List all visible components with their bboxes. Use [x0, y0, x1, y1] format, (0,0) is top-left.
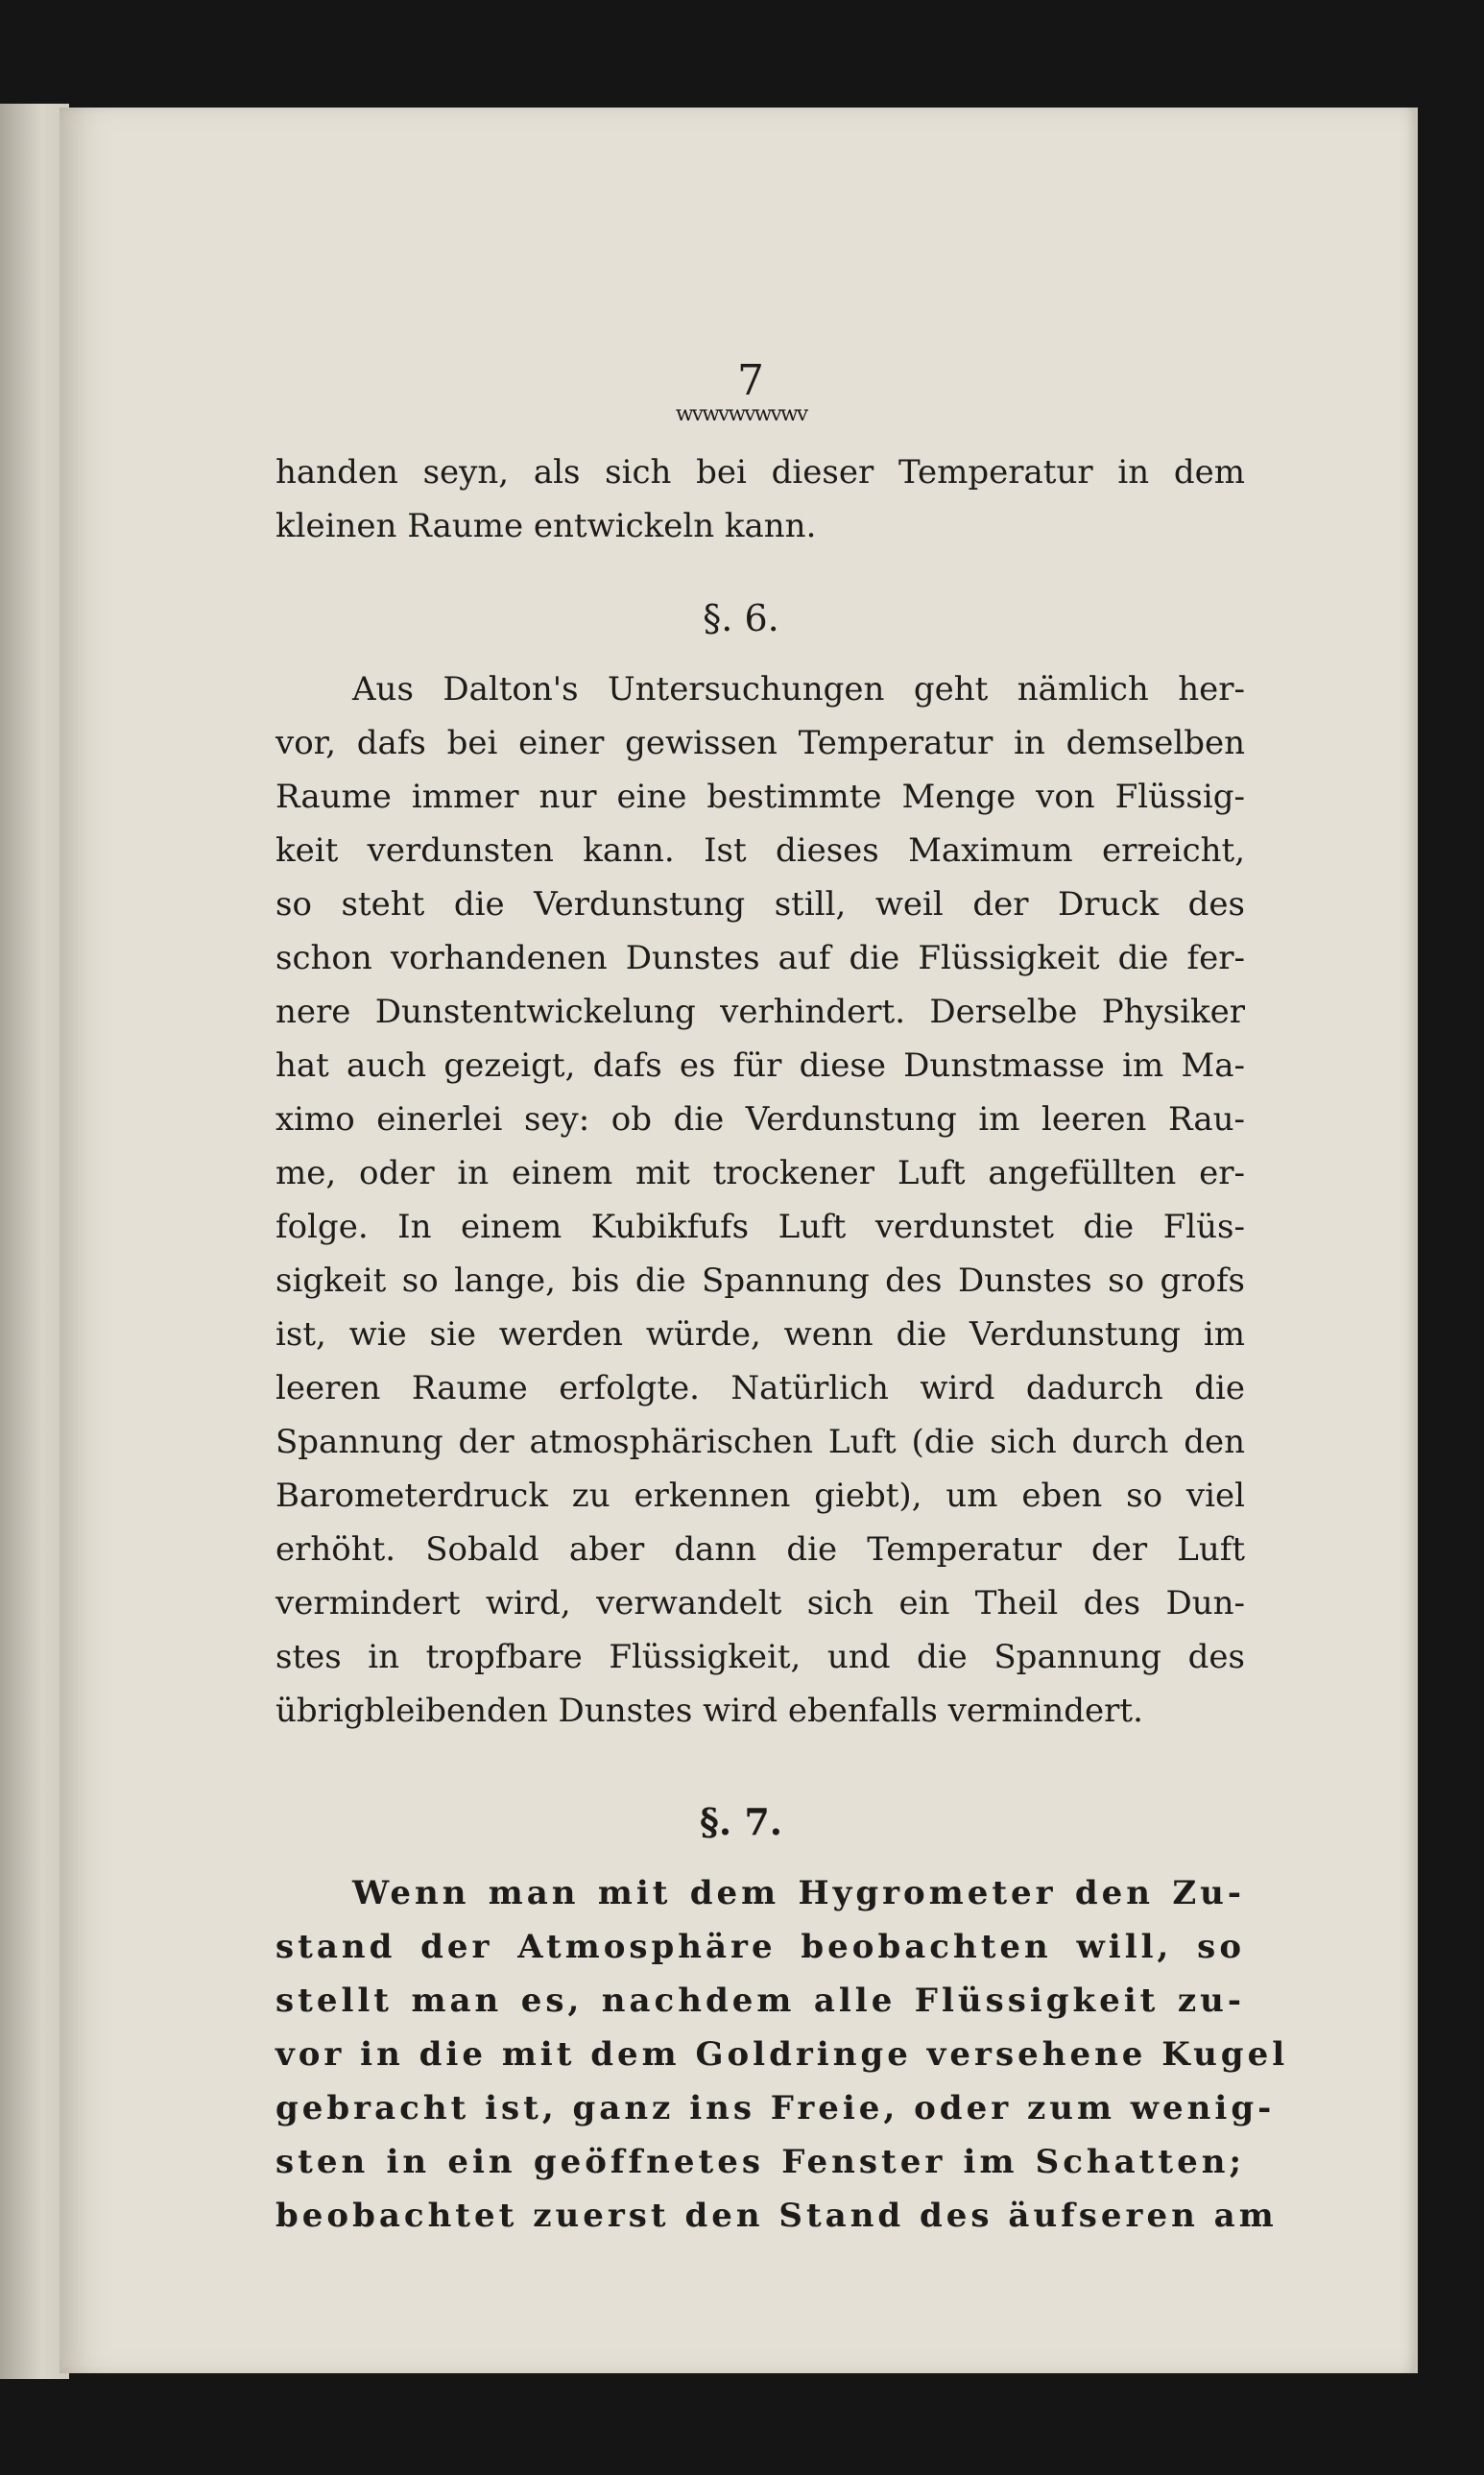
intro-paragraph	[275, 445, 1245, 553]
text-line: Raume immer nur eine bestimmte Menge von Flüssig-	[275, 778, 1245, 816]
text-line: vor in die mit dem Goldringe versehene Kugel	[275, 2035, 1289, 2074]
page-number: 7	[737, 356, 764, 405]
text-line: Wenn man mit dem Hygrometer den Zu-	[352, 1874, 1245, 1912]
text-line: vor, dafs bei einer gewissen Temperatur in demselben	[275, 724, 1245, 762]
text-line: stand der Atmosphäre beobachten will, so	[275, 1928, 1245, 1966]
text-line: folge. In einem Kubikfufs Luft verdunstet die Flüs-	[275, 1208, 1245, 1246]
text-line: stellt man es, nachdem alle Flüssigkeit zu-	[275, 1982, 1245, 2020]
text-line: so steht die Verdunstung still, weil der Druck des	[275, 885, 1245, 924]
section-6-paragraph	[275, 662, 1245, 1738]
text-line: Barometerdruck zu erkennen giebt), um eben so viel	[275, 1477, 1245, 1515]
text-line: leeren Raume erfolgte. Natürlich wird dadurch die	[275, 1369, 1245, 1407]
text-line: Aus Dalton's Untersuchungen geht nämlich her-	[352, 670, 1245, 709]
header-ornament: wvwvwvwvwv	[675, 402, 807, 426]
text-line: keit verdunsten kann. Ist dieses Maximum erreicht,	[275, 831, 1245, 870]
text-line: übrigbleibenden Dunstes wird ebenfalls vermindert.	[275, 1692, 1143, 1730]
text-line: ist, wie sie werden würde, wenn die Verdunstung im	[275, 1315, 1245, 1354]
page-content	[275, 244, 1289, 2243]
text-line: sigkeit so lange, bis die Spannung des Dunstes so grofs	[275, 1262, 1245, 1300]
text-line: me, oder in einem mit trockener Luft angefüllten er-	[275, 1154, 1245, 1192]
text-line: erhöht. Sobald aber dann die Temperatur der Luft	[275, 1530, 1245, 1569]
text-line: hat auch gezeigt, dafs es für diese Dunstmasse im Ma-	[275, 1046, 1245, 1085]
book-page	[60, 108, 1418, 2373]
text-line: nere Dunstentwickelung verhindert. Derselbe Physiker	[275, 993, 1245, 1031]
text-line: sten in ein geöffnetes Fenster im Schatten;	[275, 2143, 1245, 2181]
text-line: gebracht ist, ganz ins Freie, oder zum wenig-	[275, 2089, 1276, 2127]
text-line: Spannung der atmosphärischen Luft (die sich durch den	[275, 1423, 1245, 1461]
section-7-paragraph	[275, 1866, 1289, 2243]
section-6-heading: §. 6.	[703, 597, 779, 639]
text-line: ximo einerlei sey: ob die Verdunstung im leeren Rau-	[275, 1100, 1245, 1139]
text-line: vermindert wird, verwandelt sich ein Theil des Dun-	[275, 1584, 1245, 1622]
text-line: stes in tropfbare Flüssigkeit, und die Spannung des	[275, 1638, 1245, 1676]
text-line: kleinen Raume entwickeln kann.	[275, 507, 817, 545]
text-line: beobachtet zuerst den Stand des äufseren am	[275, 2197, 1278, 2235]
text-line: handen seyn, als sich bei dieser Temperatur in dem	[275, 453, 1245, 492]
text-line: schon vorhandenen Dunstes auf die Flüssigkeit die fer-	[275, 939, 1245, 977]
section-7-heading: §. 7.	[699, 1800, 782, 1843]
